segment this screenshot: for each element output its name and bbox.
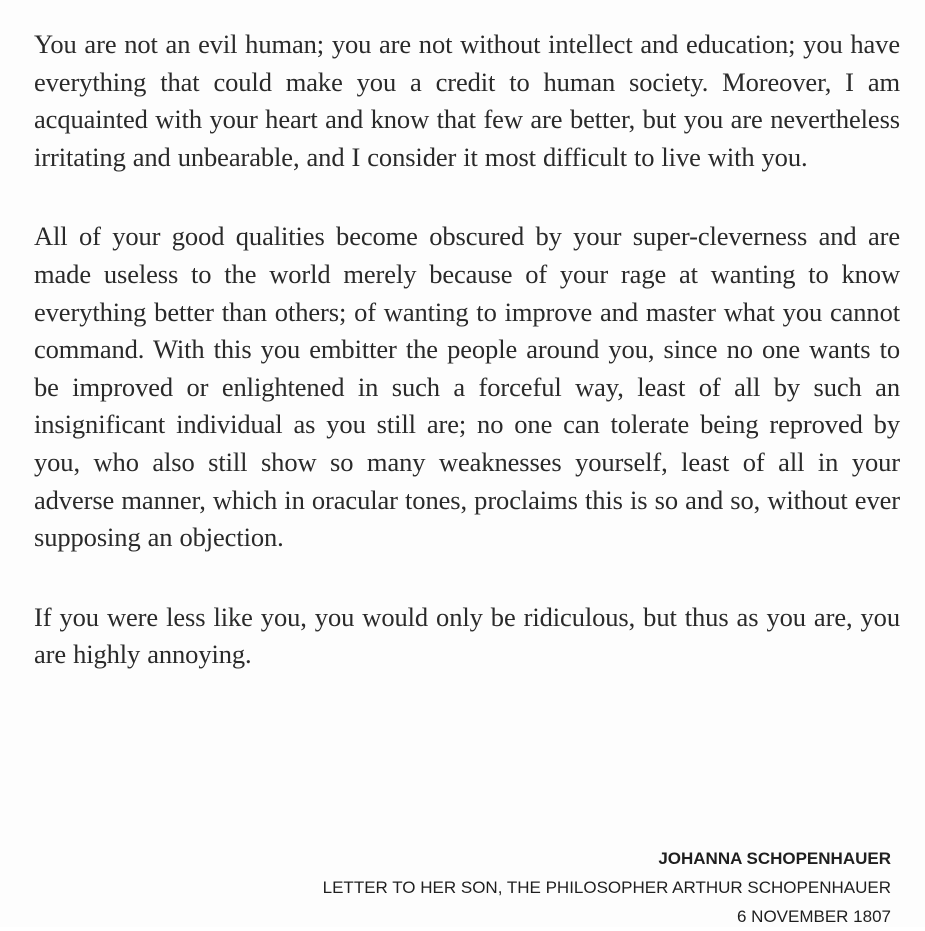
letter-paragraph-3: If you were less like you, you would only be ridiculous, but thus as you are, you are highly annoying.	[34, 601, 900, 670]
author-name: JOHANNA SCHOPENHAUER	[658, 849, 891, 868]
letter-date: 6 NOVEMBER 1807	[736, 907, 891, 926]
attribution-block	[323, 844, 891, 931]
letter-paragraph-2: All of your good qualities become obscured by your super-cleverness and are made useless to the world merely because of your rage at wanting to know everything better than others; of wanting to improve and master what you cannot command. With this you embitter the people around you, since no one wants to be improved or enlightened in such a forceful way, least of all by such an insignificant individual as you still are; no one can tolerate being reproved by you, who also still show so many weaknesses yourself, least of all in your adverse manner, which in oracular tones, proclaims this is so and so, without ever supposing an objection.	[34, 221, 900, 553]
letter-source: LETTER TO HER SON, THE PHILOSOPHER ARTHUR SCHOPENHAUER	[322, 878, 891, 897]
letter-paragraph-1: You are not an evil human; you are not without intellect and education; you have everything that could make you a credit to human society. Moreover, I am acquainted with your heart and know that few are better, but you are nevertheless irritating and unbearable, and I consider it most difficult to live with you.	[34, 29, 900, 172]
letter-body	[34, 26, 900, 716]
